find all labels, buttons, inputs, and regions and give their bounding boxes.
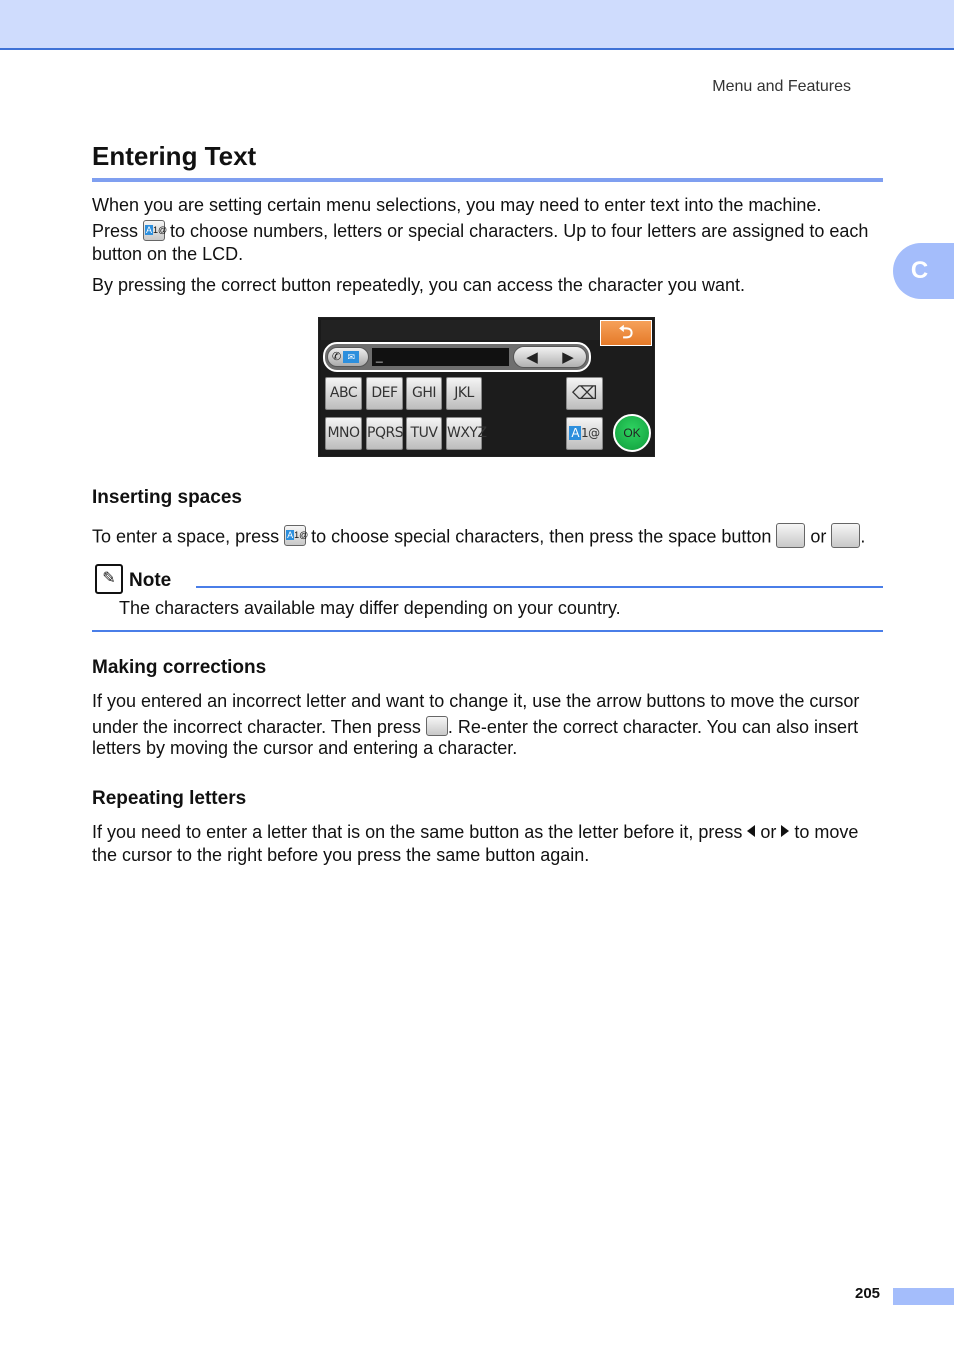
note-pencil-icon: ✎ [95, 564, 123, 594]
key-abc[interactable]: ABC [325, 377, 362, 410]
page-number: 205 [855, 1285, 881, 1302]
note-rule-top [196, 586, 883, 588]
key-tuv[interactable]: TUV [406, 417, 442, 450]
note-label: Note [129, 570, 172, 591]
corrections-text-after: . Re-enter the correct character. You can also insert [447, 717, 859, 737]
note-icon-wrap [95, 562, 123, 592]
mail-icon: ✉ [343, 351, 359, 363]
key-pqrs[interactable]: PQRS [366, 417, 403, 450]
running-head: Menu and Features [712, 78, 851, 95]
lcd-inner [321, 320, 652, 454]
space-key-icon-2 [831, 523, 860, 548]
spaces-text-3: or [805, 526, 832, 547]
page-tab [893, 1288, 954, 1305]
inserting-spaces-paragraph [92, 525, 883, 550]
lcd-back-button[interactable]: ⮌ [600, 320, 652, 346]
corrections-line-2 [92, 716, 883, 739]
a1-mode-key[interactable] [566, 417, 603, 450]
spaces-text-4: . [860, 526, 866, 547]
key-mno[interactable]: MNO [325, 417, 362, 450]
delete-key[interactable]: ⌫ [566, 377, 603, 410]
phone-icon: ✆ [332, 351, 342, 363]
lcd-input-bar [323, 342, 591, 372]
spaces-text-2: to choose special characters, then press the space button [306, 526, 777, 547]
heading-making-corrections: Making corrections [92, 657, 267, 678]
key-wxyz[interactable]: WXYZ [446, 417, 482, 450]
right-arrow-button[interactable]: ▶ [562, 349, 574, 366]
space-key-icon [776, 523, 805, 548]
lcd-screen [318, 317, 655, 457]
intro-p2-after: to choose numbers, letters or special characters. Up to four letters are assigned to each button on the LCD. [92, 221, 869, 264]
note-text: The characters available may differ depending on your country. [119, 598, 621, 618]
repeating-text-2: or [755, 822, 782, 842]
key-jkl[interactable]: JKL [446, 377, 482, 410]
repeating-text-1: If you need to enter a letter that is on the same button as the letter before it, press [92, 822, 748, 842]
lcd-text-input[interactable]: _ [372, 348, 509, 366]
key-def[interactable]: DEF [366, 377, 403, 410]
title-rule [92, 178, 883, 182]
chapter-tab [893, 243, 954, 299]
chapter-letter: C [910, 257, 929, 284]
corrections-line-1: If you entered an incorrect letter and want to change it, use the arrow buttons to move the cursor [92, 691, 860, 711]
left-arrow-icon [747, 825, 755, 837]
intro-paragraph-3: By pressing the correct button repeatedly, you can access the character you want. [92, 275, 746, 295]
heading-repeating-letters: Repeating letters [92, 788, 247, 809]
repeating-letters-paragraph [92, 821, 883, 867]
corrections-line-3: letters by moving the cursor and entering a character. [92, 738, 518, 758]
note-rule-bottom [92, 630, 883, 632]
fax-mail-toggle[interactable] [327, 347, 369, 367]
spaces-text-1: To enter a space, press [92, 526, 285, 547]
heading-inserting-spaces: Inserting spaces [92, 487, 242, 508]
key-ghi[interactable]: GHI [406, 377, 442, 410]
page-title: Entering Text [92, 141, 257, 171]
left-arrow-button[interactable]: ◀ [526, 349, 538, 366]
intro-p2-before: Press [92, 221, 139, 241]
intro-paragraph-1: When you are setting certain menu selections, you may need to enter text into the machine. [92, 195, 822, 215]
a1-key-icon: A1@ [284, 525, 306, 546]
corrections-text-before: under the incorrect character. Then press [92, 717, 426, 737]
delete-key-icon [426, 716, 448, 736]
ok-button[interactable]: OK [613, 414, 651, 452]
header-bar [0, 0, 954, 50]
lcd-cursor-arrows [513, 346, 587, 368]
a1-key-icon: A1@ [143, 220, 165, 241]
a1-rest: 1@ [581, 426, 600, 440]
a1-highlight: A [571, 426, 580, 440]
intro-paragraph-2 [92, 220, 883, 266]
repeating-text-3: to move the cursor to the right before you press the same button again. [92, 822, 859, 865]
right-arrow-icon [781, 825, 789, 837]
